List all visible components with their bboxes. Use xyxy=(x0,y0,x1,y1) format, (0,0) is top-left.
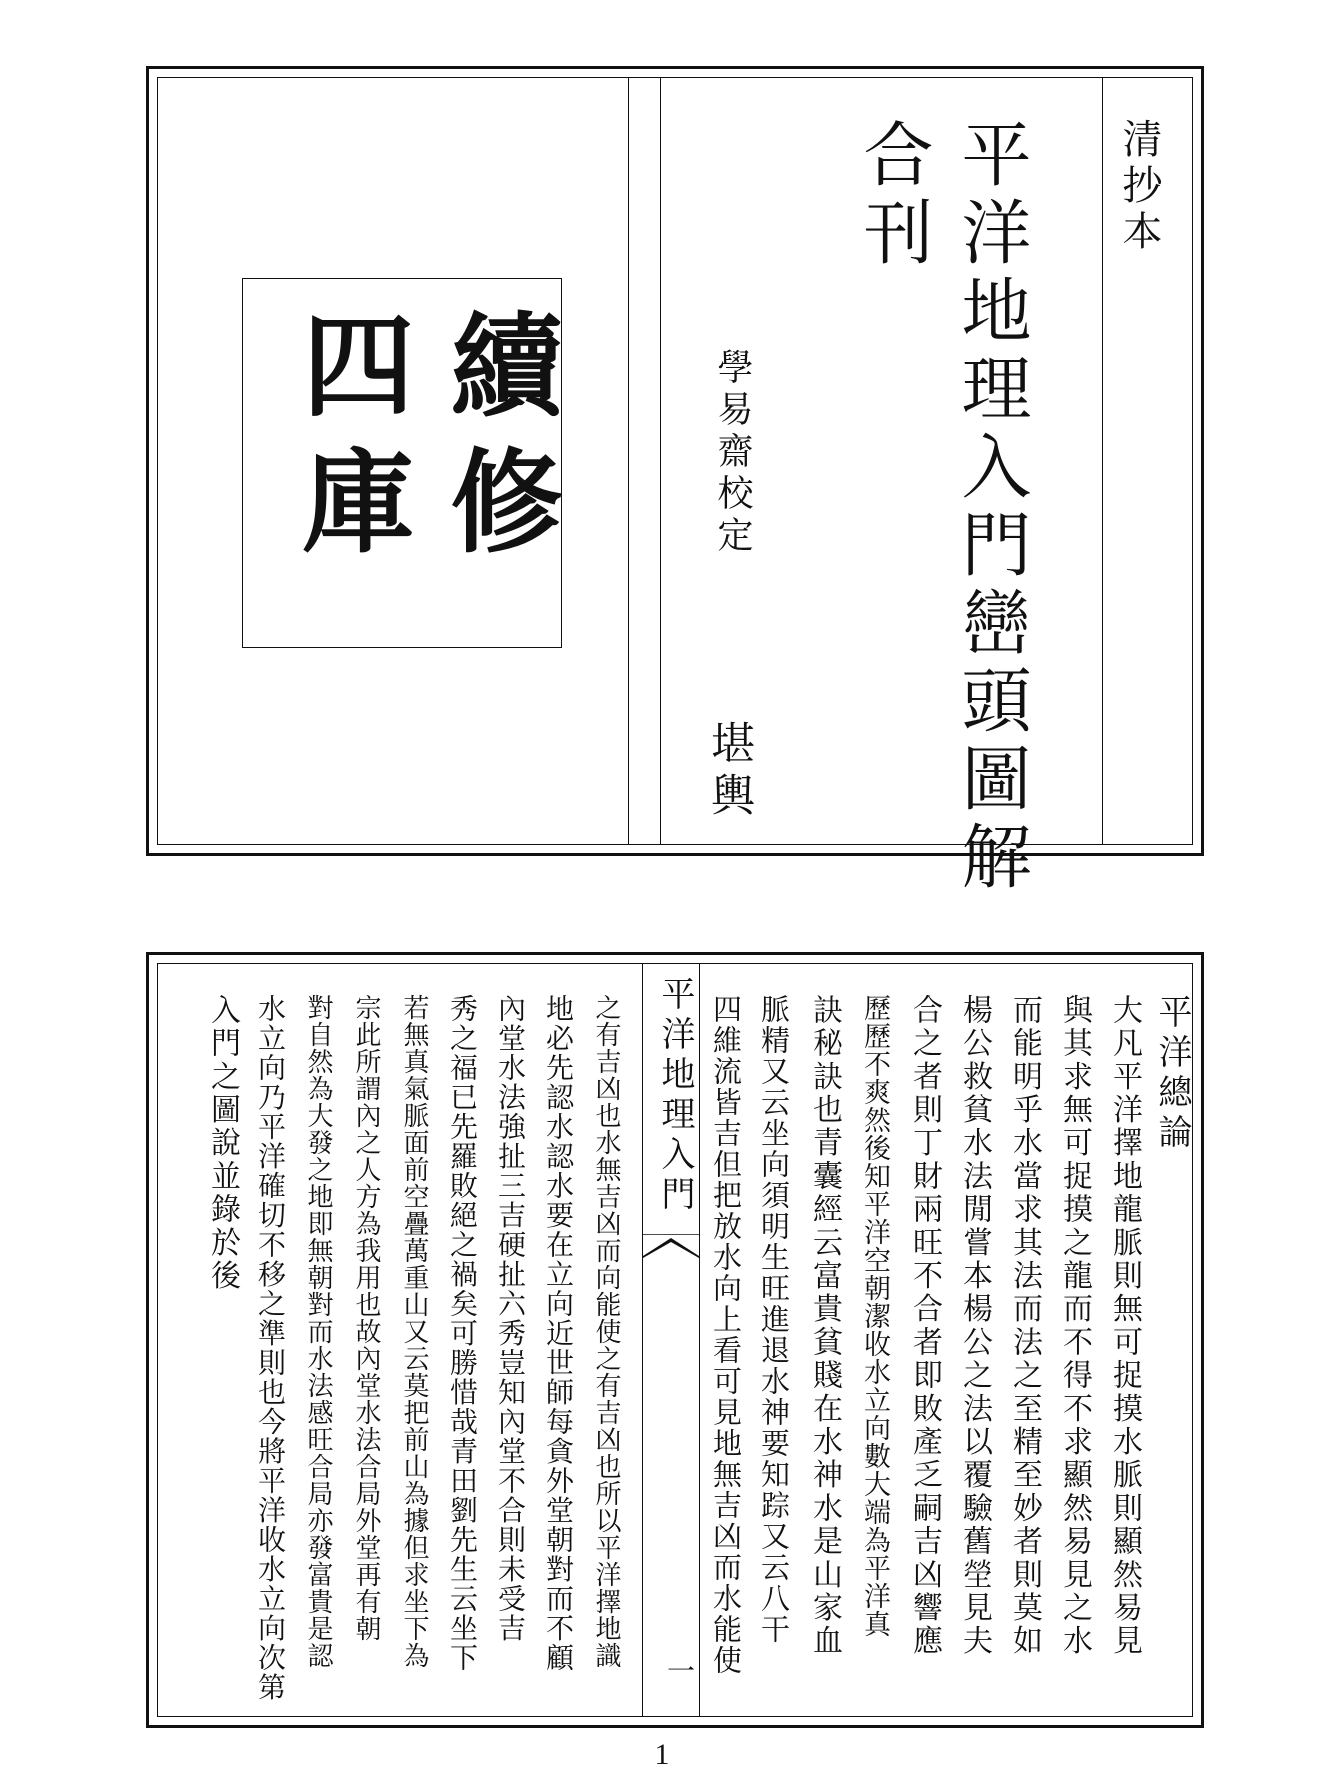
text-column: 入門之圖說並錄於後 xyxy=(205,994,240,1293)
text-column: 歷歷不爽然後知平洋空朝潔收水立向數大端為平洋真 xyxy=(859,994,890,1638)
seal-text-left: 四庫 xyxy=(284,307,415,579)
editor-credit: 學易齋校定 xyxy=(712,348,753,558)
page-number: 1 xyxy=(654,1738,670,1771)
category-label: 堪輿 xyxy=(703,720,754,824)
title-divider-left xyxy=(628,78,629,844)
title-divider-centre xyxy=(660,78,661,844)
text-column: 與其求無可捉摸之龍而不得不求顯然易見之水 xyxy=(1057,994,1092,1658)
fishtail-mark-icon xyxy=(643,1234,699,1258)
edition-label: 清抄本 xyxy=(1116,118,1162,256)
centre-fold-strip xyxy=(642,964,700,1716)
seal-stamp xyxy=(242,278,562,648)
text-column: 宗此所謂內之人方為我用也故內堂水法合局外堂再有朝 xyxy=(351,994,381,1642)
text-column: 地必先認水認水要在立向近世師每貪外堂朝對而不顧 xyxy=(542,994,575,1673)
text-column: 對自然為大發之地即無朝對而水法感旺合局亦發富貴是認 xyxy=(303,994,333,1669)
running-head: 平洋地理入門 xyxy=(655,976,695,1216)
text-column: 脈精又云坐向須明生旺進退水神要知踪又云八干 xyxy=(757,994,791,1645)
book-title-second-line: 合刊 xyxy=(852,118,934,274)
text-column: 秀之福已先羅敗絕之禍矣可勝惜哉青田劉先生云坐下 xyxy=(446,994,479,1673)
text-column: 之有吉凶也水無吉凶而向能使之有吉凶也所以平洋擇地識 xyxy=(591,994,621,1669)
text-page-inner-border xyxy=(157,963,1193,1717)
title-page-inner-border xyxy=(157,77,1193,898)
text-column: 大凡平洋擇地龍脈則無可捉摸水脈則顯然易見 xyxy=(1107,994,1142,1658)
text-column: 四維流皆吉但把放水向上看可見地無吉凶而水能使 xyxy=(709,994,743,1676)
text-column: 若無真氣脈面前空疊萬重山又云莫把前山為據但求坐下為 xyxy=(399,994,429,1669)
text-column: 合之者則丁財兩旺不合者即敗產乏嗣吉凶響應 xyxy=(907,994,942,1658)
title-page-frame xyxy=(146,66,1204,898)
folio-number: 一 xyxy=(663,1656,696,1684)
text-column: 水立向乃平洋確切不移之準則也今將平洋收水立向次第 xyxy=(254,994,287,1702)
title-divider-right xyxy=(1102,78,1103,844)
text-column: 而能明乎水當求其法而法之至精至妙者則莫如 xyxy=(1007,994,1042,1658)
text-column: 內堂水法強扯三吉硬扯六秀豈知內堂不合則未受吉 xyxy=(494,994,527,1643)
text-page-frame xyxy=(146,952,1204,1728)
text-column: 訣秘訣也青囊經云富貴貧賤在水神水是山家血 xyxy=(807,994,842,1658)
section-title: 平洋總論 xyxy=(1152,994,1192,1154)
text-column: 楊公救貧水法閒嘗本楊公之法以覆驗舊塋見夫 xyxy=(957,994,992,1658)
book-title: 平洋地理入門巒頭圖解 xyxy=(950,118,1032,898)
seal-text-right: 續修 xyxy=(432,307,563,579)
